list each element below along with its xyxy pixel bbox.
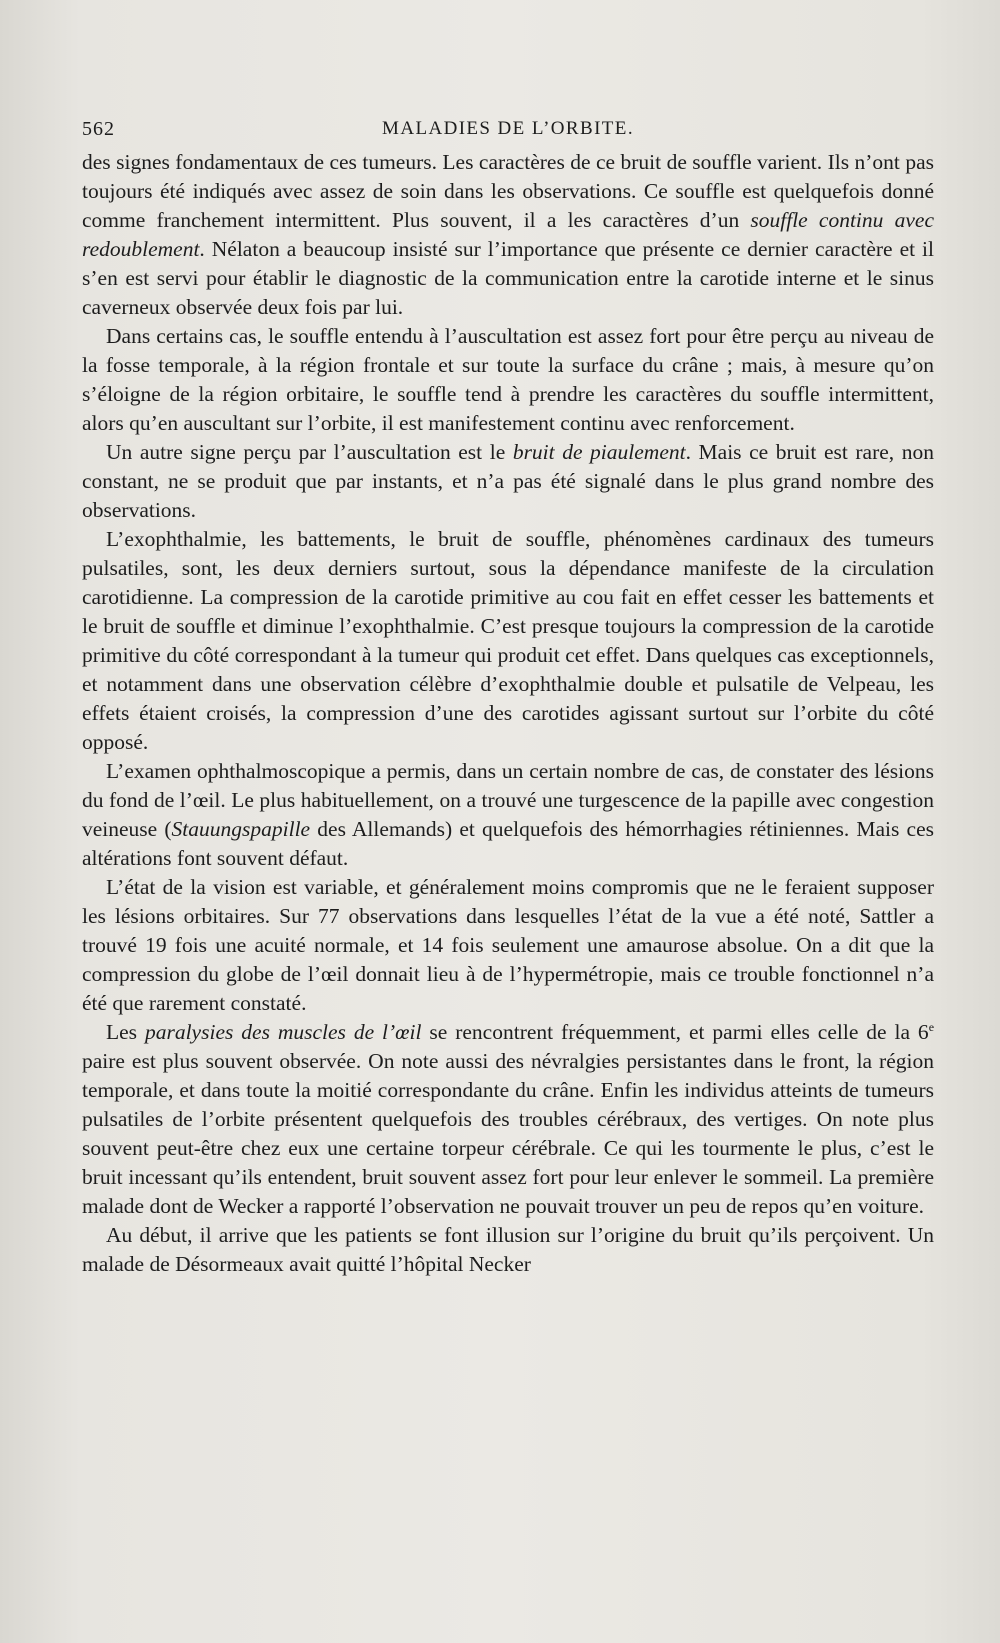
italic-text: bruit de piaulement xyxy=(512,440,686,464)
italic-text: paralysies des muscles de l’œil xyxy=(144,1020,422,1044)
body-text xyxy=(82,148,934,1279)
paragraph xyxy=(82,757,934,873)
text-run: . Mais ce bruit est rare, non constant, ne se produit que par instants, et n’a pas été signalé dans le plus grand nombre des observations. xyxy=(82,440,934,522)
text-run: Au début, il arrive que les patients se font illusion sur l’origine du bruit qu’ils perçoivent. Un malade de Désormeaux avait quitté l’hôpital Necker xyxy=(82,1223,934,1276)
paragraph xyxy=(82,873,934,1018)
paragraph xyxy=(82,1018,934,1221)
paragraph xyxy=(82,1221,934,1279)
text-run: L’exophthalmie, les battements, le bruit de souffle, phénomènes cardinaux des tumeurs pulsatiles, sont, les deux derniers surtout, sous la dépendance manifeste de la circulation carotidienne. La compression de la carotide primitive au cou fait en effet cesser les battements et le bruit de souffle et diminue l’exophthalmie. C’est presque toujours la compression de la carotide primitive du côté correspondant à la tumeur qui produit cet effet. Dans quelques cas exceptionnels, et notamment dans une observation célèbre d’exophthalmie double et pulsatile de Velpeau, les effets étaient croisés, la compression d’une des carotides agissant surtout sur l’orbite du côté opposé. xyxy=(82,527,934,754)
text-run: . Nélaton a beaucoup insisté sur l’importance que présente ce dernier caractère et il s’en est servi pour établir le diagnostic de la communication entre la carotide interne et le sinus caverneux observée deux fois par lui. xyxy=(82,237,934,319)
italic-text: souffle continu avec redoublement xyxy=(82,208,934,261)
paragraph xyxy=(82,525,934,757)
running-title: MALADIES DE L’ORBITE. xyxy=(382,118,634,139)
paragraph xyxy=(82,148,934,322)
page-number: 562 xyxy=(82,118,115,140)
superscript: e xyxy=(928,1019,935,1034)
text-run: se rencontrent fréquemment, et parmi elles celle de la 6 xyxy=(421,1020,929,1044)
text-run: Les xyxy=(106,1020,145,1044)
text-run: Dans certains cas, le souffle entendu à l’auscultation est assez fort pour être perçu au niveau de la fosse temporale, à la région frontale et sur toute la surface du crâne ; mais, à mesure qu’on s’éloigne de la région orbitaire, le souffle tend à prendre les caractères du souffle intermittent, alors qu’en auscultant sur l’orbite, il est manifestement continu avec renforcement. xyxy=(82,324,934,435)
text-run: L’examen ophthalmoscopique a permis, dans un certain nombre de cas, de constater des lésions du fond de l’œil. Le plus habituellement, on a trouvé une turgescence de la papille avec congestion veineuse ( xyxy=(82,759,934,841)
paragraph xyxy=(82,322,934,438)
text-run: L’état de la vision est variable, et généralement moins compromis que ne le feraient supposer les lésions orbitaires. Sur 77 observations dans lesquelles l’état de la vue a été noté, Sattler a trouvé 19 fois une acuité normale, et 14 fois seulement une amaurose absolue. On a dit que la compression du globe de l’œil donnait lieu à de l’hypermétropie, mais ce trouble fonctionnel n’a été que rarement constaté. xyxy=(82,875,934,1015)
text-run: des signes fondamentaux de ces tumeurs. Les caractères de ce bruit de souffle varient. Ils n’ont pas toujours été indiqués avec assez de soin dans les observations. Ce souffle est quelquefois donné comme franchement intermittent. Plus souvent, il a les caractères d’un xyxy=(82,150,934,232)
text-run: Un autre signe perçu par l’auscultation est le xyxy=(106,440,513,464)
text-block xyxy=(82,118,934,1279)
text-run: des Allemands) et quelquefois des hémorrhagies rétiniennes. Mais ces altérations font souvent défaut. xyxy=(82,817,934,870)
paragraph xyxy=(82,438,934,525)
text-run: paire est plus souvent observée. On note aussi des névralgies persistantes dans le front, la région temporale, et dans toute la moitié correspondante du crâne. Enfin les individus atteints de tumeurs pulsatiles de l’orbite présentent quelquefois des troubles cérébraux, des vertiges. On note plus souvent peut-être chez eux une certaine torpeur cérébrale. Ce qui les tourmente le plus, c’est le bruit incessant qu’ils entendent, bruit souvent assez fort pour leur enlever le sommeil. La première malade dont de Wecker a rapporté l’observation ne pouvait trouver un peu de repos qu’en voiture. xyxy=(82,1049,934,1218)
running-head xyxy=(82,118,934,148)
italic-text: Stauungspapille xyxy=(171,817,311,841)
